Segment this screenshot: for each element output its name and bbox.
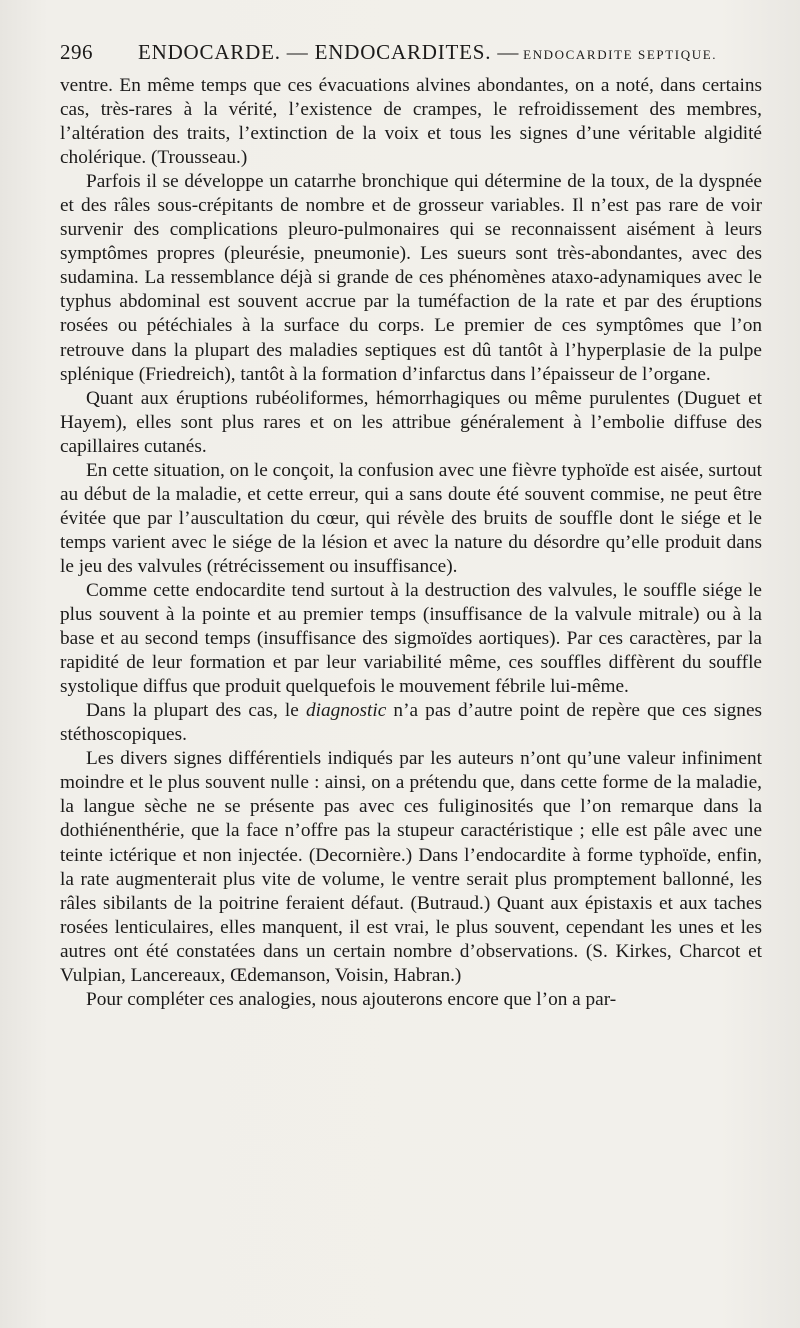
running-head-title: ENDOCARDE. — ENDOCARDITES. —: [138, 40, 520, 64]
paragraph-text: Dans la plupart des cas, le: [86, 700, 306, 722]
paragraph-text: n’a pas d’autre point de repère que ces signes stéthoscopiques.: [60, 700, 763, 746]
paragraph: Parfois il se développe un catarrhe bronchique qui détermine de la toux, de la dyspnée et des râles sous-crépitants de nombre et de grosseur variables. Il n’est pas rare de voir survenir des complications pleuro-pulmonaires qui se reconnaissent aisément à leurs symptômes propres (pleurésie, pneumonie). Les sueurs sont très-abondantes, avec des sudamina. La ressemblance déjà si grande de ces phénomènes ataxo-adynamiques avec le typhus abdominal est souvent accrue par la tuméfaction de la rate et par des éruptions rosées ou pétéchiales à la surface du corps. Le premier de ces symptômes que l’on retrouve dans la plupart des maladies septiques est dû tantôt à l’hyperplasie de la pulpe splénique (Friedreich), tantôt à la formation d’infarctus dans l’épaisseur de l’organe.: [60, 171, 762, 385]
paragraph: [60, 699, 762, 747]
running-head-section: ENDOCARDITE SEPTIQUE.: [523, 47, 718, 62]
paragraph: Comme cette endocardite tend surtout à la destruction des valvules, le souffle siége le plus souvent à la pointe et au premier temps (insuffisance de la valvule mitrale) ou à la base et au second temps (insuffisance des sigmoïdes aortiques). Par ces caractères, par la rapidité de leur formation et par leur variabilité même, ces souffles diffèrent du souffle systolique diffus que produit quelquefois le mouvement fébrile lui-même.: [60, 579, 762, 698]
paragraph: Pour compléter ces analogies, nous ajouterons encore que l’on a par-: [86, 988, 617, 1010]
italic-term: diagnostic: [305, 700, 387, 722]
paragraph: ventre. En même temps que ces évacuations alvines abondantes, on a noté, dans certains cas, très-rares à la vérité, l’existence de crampes, le refroidissement des membres, l’altération des traits, l’extinction de la voix et tous les signes d’une véritable algidité cholérique. (Trousseau.): [60, 75, 762, 169]
running-head: [60, 40, 762, 74]
paragraph: En cette situation, on le conçoit, la confusion avec une fièvre typhoïde est aisée, surtout au début de la maladie, et cette erreur, qui a sans doute été souvent commise, ne peut être évitée que par l’auscultation du cœur, qui révèle des bruits de souffle dont le siége et le temps varient avec le siége de la lésion et avec la nature du désordre qu’elle produit dans le jeu des valvules (rétrécissement ou insuffisance).: [60, 459, 762, 577]
page-number: 296: [60, 40, 93, 64]
body-text: [60, 74, 762, 1012]
paragraph: Quant aux éruptions rubéoliformes, hémorrhagiques ou même purulentes (Duguet et Hayem), elles sont plus rares et on les attribue généralement à l’embolie diffuse des capillaires cutanés.: [60, 387, 762, 457]
paragraph: Les divers signes différentiels indiqués par les auteurs n’ont qu’une valeur infiniment moindre et le plus souvent nulle : ainsi, on a prétendu que, dans cette forme de la maladie, la langue sèche ne se présente pas avec ces fuliginosités que l’on remarque dans la dothiénenthérie, que la face n’offre pas la stupeur caractéristique ; elle est pâle avec une teinte ictérique et non injectée. (Decornière.) Dans l’endocardite à forme typhoïde, enfin, la rate augmenterait plus vite de volume, le ventre serait plus promptement ballonné, les râles sibilants de la poitrine feraient défaut. (Butraud.) Quant aux épistaxis et aux taches rosées lenticulaires, elles manquent, il est vrai, le plus souvent, cependant les unes et les autres ont été constatées dans un certain nombre d’observations. (S. Kirkes, Charcot et Vulpian, Lancereaux, Œdemanson, Voisin, Habran.): [60, 748, 762, 986]
